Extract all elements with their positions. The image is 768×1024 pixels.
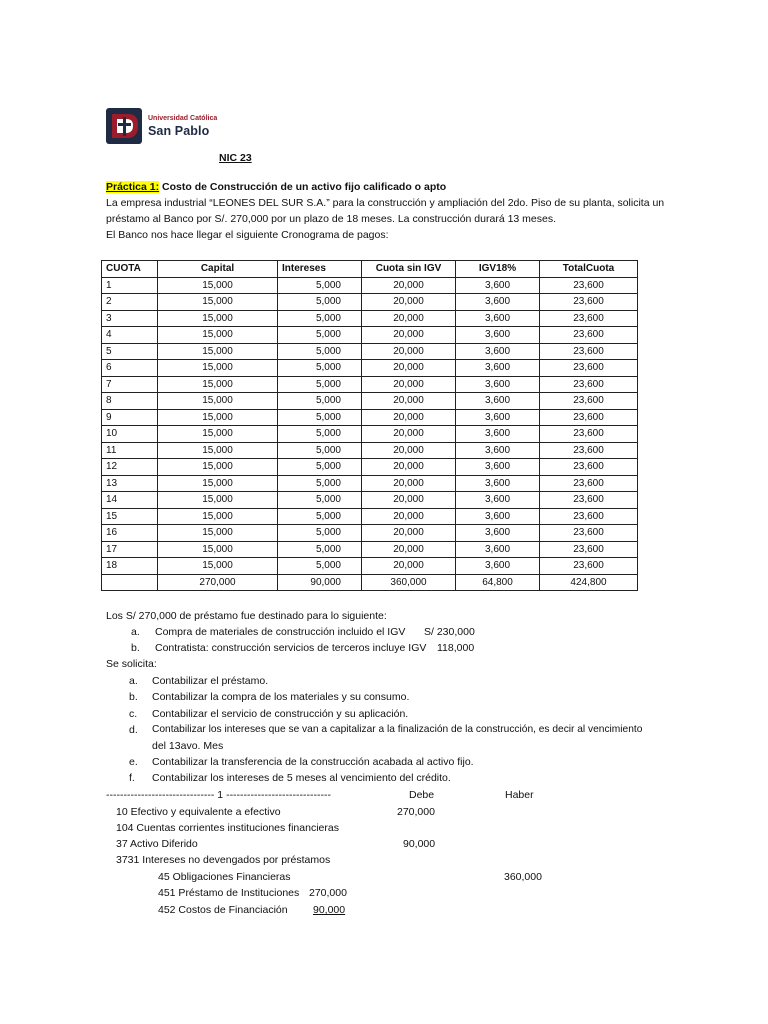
cell-cuota: 6 xyxy=(102,360,158,377)
cell-intereses: 5,000 xyxy=(278,459,362,476)
table-row xyxy=(102,294,638,311)
cell-capital: 15,000 xyxy=(158,393,278,410)
cell-intereses: 5,000 xyxy=(278,525,362,542)
req-a-marker: a. xyxy=(129,675,138,687)
req-e-text: Contabilizar la transferencia de la construcción acabada al activo fijo. xyxy=(152,756,474,768)
cell-cuota-sin-igv: 20,000 xyxy=(362,294,456,311)
cell-capital: 15,000 xyxy=(158,475,278,492)
cell-intereses: 5,000 xyxy=(278,277,362,294)
intro-line-1: La empresa industrial “LEONES DEL SUR S.A.” para la construcción y ampliación del 2do. Piso de su planta, solicita un xyxy=(106,197,665,209)
total-total-cuota: 424,800 xyxy=(540,574,638,591)
cell-intereses: 5,000 xyxy=(278,310,362,327)
req-d-text: Contabilizar los intereses que se van a capitalizar a la finalización de la construcción, es decir al vencimiento xyxy=(152,724,643,735)
cell-total-cuota: 23,600 xyxy=(540,277,638,294)
table-row xyxy=(102,492,638,509)
cell-igv: 3,600 xyxy=(456,310,540,327)
usage-item-a-marker: a. xyxy=(131,626,140,638)
cell-total-cuota: 23,600 xyxy=(540,558,638,575)
cell-intereses: 5,000 xyxy=(278,508,362,525)
table-row xyxy=(102,442,638,459)
cell-capital: 15,000 xyxy=(158,294,278,311)
cell-capital: 15,000 xyxy=(158,541,278,558)
journal-line-3731: 3731 Intereses no devengados por préstamos xyxy=(116,854,331,866)
cell-capital: 15,000 xyxy=(158,310,278,327)
cell-cuota-sin-igv: 20,000 xyxy=(362,376,456,393)
cell-igv: 3,600 xyxy=(456,376,540,393)
cell-cuota-sin-igv: 20,000 xyxy=(362,409,456,426)
header-cuota: CUOTA xyxy=(102,261,158,278)
cell-cuota: 9 xyxy=(102,409,158,426)
cell-cuota-sin-igv: 20,000 xyxy=(362,558,456,575)
total-cuota xyxy=(102,574,158,591)
cell-igv: 3,600 xyxy=(456,409,540,426)
cell-igv: 3,600 xyxy=(456,426,540,443)
intro-line-3: El Banco nos hace llegar el siguiente Cronograma de pagos: xyxy=(106,229,389,241)
cell-cuota: 4 xyxy=(102,327,158,344)
table-row xyxy=(102,409,638,426)
practice-title: Costo de Construcción de un activo fijo calificado o apto xyxy=(159,181,447,193)
cell-capital: 15,000 xyxy=(158,442,278,459)
cell-cuota: 2 xyxy=(102,294,158,311)
cell-igv: 3,600 xyxy=(456,558,540,575)
cell-capital: 15,000 xyxy=(158,409,278,426)
cell-total-cuota: 23,600 xyxy=(540,426,638,443)
total-igv: 64,800 xyxy=(456,574,540,591)
usage-item-a-amount: S/ 230,000 xyxy=(424,626,475,638)
cell-cuota-sin-igv: 20,000 xyxy=(362,475,456,492)
cell-intereses: 5,000 xyxy=(278,409,362,426)
cell-total-cuota: 23,600 xyxy=(540,525,638,542)
cell-cuota-sin-igv: 20,000 xyxy=(362,442,456,459)
journal-haber-header: Haber xyxy=(505,789,534,801)
table-row xyxy=(102,475,638,492)
cell-capital: 15,000 xyxy=(158,376,278,393)
header-intereses: Intereses xyxy=(278,261,362,278)
requested-intro: Se solicita: xyxy=(106,658,157,670)
cell-cuota: 17 xyxy=(102,541,158,558)
cell-total-cuota: 23,600 xyxy=(540,294,638,311)
header-capital: Capital xyxy=(158,261,278,278)
cell-capital: 15,000 xyxy=(158,426,278,443)
cell-cuota: 14 xyxy=(102,492,158,509)
cell-total-cuota: 23,600 xyxy=(540,541,638,558)
cell-cuota: 1 xyxy=(102,277,158,294)
table-row xyxy=(102,310,638,327)
cell-intereses: 5,000 xyxy=(278,360,362,377)
cell-cuota-sin-igv: 20,000 xyxy=(362,492,456,509)
cell-cuota: 18 xyxy=(102,558,158,575)
cell-total-cuota: 23,600 xyxy=(540,442,638,459)
cell-igv: 3,600 xyxy=(456,508,540,525)
cell-cuota-sin-igv: 20,000 xyxy=(362,343,456,360)
cell-cuota-sin-igv: 20,000 xyxy=(362,360,456,377)
table-row xyxy=(102,376,638,393)
table-row xyxy=(102,360,638,377)
req-c-marker: c. xyxy=(129,708,138,720)
table-row xyxy=(102,525,638,542)
cell-cuota: 7 xyxy=(102,376,158,393)
cell-cuota: 16 xyxy=(102,525,158,542)
table-row xyxy=(102,277,638,294)
cell-igv: 3,600 xyxy=(456,459,540,476)
header-total-cuota: TotalCuota xyxy=(540,261,638,278)
journal-sub-451: 451 Préstamo de Instituciones xyxy=(158,887,300,899)
cell-igv: 3,600 xyxy=(456,475,540,492)
total-cuota-sin-igv: 360,000 xyxy=(362,574,456,591)
cell-capital: 15,000 xyxy=(158,343,278,360)
cell-intereses: 5,000 xyxy=(278,492,362,509)
journal-line-10-debe: 270,000 xyxy=(397,806,435,818)
cell-total-cuota: 23,600 xyxy=(540,393,638,410)
practice-label: Práctica 1 xyxy=(106,181,156,193)
cell-capital: 15,000 xyxy=(158,492,278,509)
cell-cuota-sin-igv: 20,000 xyxy=(362,508,456,525)
req-d-cont: del 13avo. Mes xyxy=(152,740,224,752)
cell-capital: 15,000 xyxy=(158,360,278,377)
cell-total-cuota: 23,600 xyxy=(540,360,638,377)
university-logo xyxy=(106,108,224,144)
table-row xyxy=(102,327,638,344)
table-row xyxy=(102,558,638,575)
cell-total-cuota: 23,600 xyxy=(540,492,638,509)
journal-line-37-debe: 90,000 xyxy=(403,838,436,850)
table-row xyxy=(102,343,638,360)
practice-heading xyxy=(106,179,446,195)
cell-igv: 3,600 xyxy=(456,360,540,377)
cell-cuota-sin-igv: 20,000 xyxy=(362,459,456,476)
journal-sub-451-amount: 270,000 xyxy=(309,887,347,899)
cell-capital: 15,000 xyxy=(158,508,278,525)
cell-cuota-sin-igv: 20,000 xyxy=(362,426,456,443)
journal-sub-452-amount: 90,000 xyxy=(313,904,346,916)
table-row xyxy=(102,426,638,443)
university-shield-icon xyxy=(106,108,142,144)
cell-intereses: 5,000 xyxy=(278,541,362,558)
cell-cuota: 3 xyxy=(102,310,158,327)
cell-cuota-sin-igv: 20,000 xyxy=(362,327,456,344)
cell-intereses: 5,000 xyxy=(278,343,362,360)
cell-capital: 15,000 xyxy=(158,327,278,344)
cell-intereses: 5,000 xyxy=(278,294,362,311)
cell-total-cuota: 23,600 xyxy=(540,376,638,393)
cell-intereses: 5,000 xyxy=(278,558,362,575)
cell-capital: 15,000 xyxy=(158,459,278,476)
usage-item-b-amount: 118,000 xyxy=(437,642,475,654)
journal-line-104: 104 Cuentas corrientes instituciones financieras xyxy=(116,822,339,834)
usage-intro: Los S/ 270,000 de préstamo fue destinado para lo siguiente: xyxy=(106,610,387,622)
journal-sub-452: 452 Costos de Financiación xyxy=(158,904,288,916)
cell-intereses: 5,000 xyxy=(278,426,362,443)
total-capital: 270,000 xyxy=(158,574,278,591)
table-row xyxy=(102,459,638,476)
cell-igv: 3,600 xyxy=(456,327,540,344)
cell-capital: 15,000 xyxy=(158,277,278,294)
req-f-text: Contabilizar los intereses de 5 meses al vencimiento del crédito. xyxy=(152,772,451,784)
payment-schedule-table xyxy=(101,260,638,591)
header-cuota-sin-igv: Cuota sin IGV xyxy=(362,261,456,278)
req-b-marker: b. xyxy=(129,691,138,703)
cell-intereses: 5,000 xyxy=(278,393,362,410)
cell-cuota: 11 xyxy=(102,442,158,459)
cell-total-cuota: 23,600 xyxy=(540,459,638,476)
req-b-text: Contabilizar la compra de los materiales y su consumo. xyxy=(152,691,410,703)
journal-debe-header: Debe xyxy=(409,789,435,801)
cell-cuota: 8 xyxy=(102,393,158,410)
cell-igv: 3,600 xyxy=(456,294,540,311)
cell-cuota: 10 xyxy=(102,426,158,443)
cell-intereses: 5,000 xyxy=(278,376,362,393)
total-intereses: 90,000 xyxy=(278,574,362,591)
journal-line-10: 10 Efectivo y equivalente a efectivo xyxy=(116,806,281,818)
cell-intereses: 5,000 xyxy=(278,442,362,459)
cell-cuota: 5 xyxy=(102,343,158,360)
req-c-text: Contabilizar el servicio de construcción y su aplicación. xyxy=(152,708,409,720)
table-row xyxy=(102,393,638,410)
cell-total-cuota: 23,600 xyxy=(540,327,638,344)
cell-igv: 3,600 xyxy=(456,277,540,294)
cell-intereses: 5,000 xyxy=(278,475,362,492)
table-row xyxy=(102,541,638,558)
table-total-row xyxy=(102,574,638,591)
cell-igv: 3,600 xyxy=(456,492,540,509)
journal-separator: ------------------------------- 1 ------------------------------ xyxy=(106,789,331,801)
usage-item-b-text: Contratista: construcción servicios de terceros incluye IGV xyxy=(155,642,427,654)
cell-total-cuota: 23,600 xyxy=(540,475,638,492)
cell-capital: 15,000 xyxy=(158,558,278,575)
cell-igv: 3,600 xyxy=(456,343,540,360)
cell-cuota: 12 xyxy=(102,459,158,476)
table-header-row xyxy=(102,261,638,278)
practice-colon: : xyxy=(155,181,160,193)
cell-cuota: 15 xyxy=(102,508,158,525)
header-igv: IGV18% xyxy=(456,261,540,278)
usage-item-b-marker: b. xyxy=(131,642,140,654)
journal-credit-45: 45 Obligaciones Financieras xyxy=(158,871,291,883)
cell-igv: 3,600 xyxy=(456,442,540,459)
cell-total-cuota: 23,600 xyxy=(540,508,638,525)
cell-igv: 3,600 xyxy=(456,393,540,410)
cell-cuota-sin-igv: 20,000 xyxy=(362,393,456,410)
logo-line2: San Pablo xyxy=(148,124,210,138)
cell-total-cuota: 23,600 xyxy=(540,343,638,360)
cell-intereses: 5,000 xyxy=(278,327,362,344)
journal-line-37: 37 Activo Diferido xyxy=(116,838,198,850)
logo-line1: Universidad Católica xyxy=(148,115,218,122)
table-row xyxy=(102,508,638,525)
usage-item-a-text: Compra de materiales de construcción incluido el IGV xyxy=(155,626,406,638)
cell-cuota-sin-igv: 20,000 xyxy=(362,310,456,327)
cell-cuota-sin-igv: 20,000 xyxy=(362,277,456,294)
cell-cuota-sin-igv: 20,000 xyxy=(362,541,456,558)
cell-igv: 3,600 xyxy=(456,541,540,558)
cell-total-cuota: 23,600 xyxy=(540,310,638,327)
req-e-marker: e. xyxy=(129,756,138,768)
req-f-marker: f. xyxy=(129,772,135,784)
req-a-text: Contabilizar el préstamo. xyxy=(152,675,269,687)
journal-credit-45-haber: 360,000 xyxy=(504,871,542,883)
cell-cuota-sin-igv: 20,000 xyxy=(362,525,456,542)
cell-cuota: 13 xyxy=(102,475,158,492)
cell-igv: 3,600 xyxy=(456,525,540,542)
cell-total-cuota: 23,600 xyxy=(540,409,638,426)
req-d-marker: d. xyxy=(129,724,138,736)
page-title: NIC 23 xyxy=(219,152,252,164)
cell-capital: 15,000 xyxy=(158,525,278,542)
intro-line-2: préstamo al Banco por S/. 270,000 por un plazo de 18 meses. La construcción durará 13 meses. xyxy=(106,213,557,225)
